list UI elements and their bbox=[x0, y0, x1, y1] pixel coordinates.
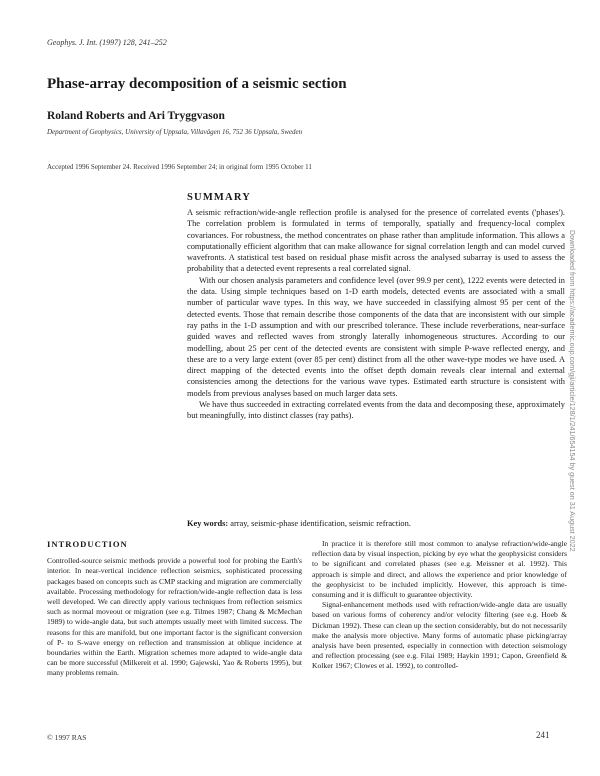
right-column bbox=[312, 539, 567, 672]
summary-paragraph: We have thus succeeded in extracting correlated events from the data and decomposing these, approximately but meaningfully, into distinct classes (ray paths). bbox=[187, 400, 565, 421]
summary-paragraph: With our chosen analysis parameters and confidence level (over 99.9 per cent), 1222 events were detected in the data. Using simple techniques based on 1-D earth models, detected events are associated with a small number of particular wave types. In this way, we have succeeded in classifying almost 95 per cent of the detected events. Those that remain describe those components of the data that are inconsistent with our simple ray paths in the 1-D assumption and with our prescribed tolerance. These include reverberations, near-surface guided waves and reflected waves from strongly laterally inhomogeneous structures. According to our modelling, about 25 per cent of the detected events are consistent with simple P-wave reflected energy, and these are to a very large extent (over 85 per cent) distinct from all the other wave-type modes we have used. A direct mapping of the detected events into the offset depth domain reveals clear internal and external consistencies among the detections for the various wave types. Estimated earth structure is consistent with models from previous analyses based on much larger data sets. bbox=[187, 275, 565, 398]
introduction-paragraph: Controlled-source seismic methods provide a powerful tool for probing the Earth's interior. In near-vertical incidence reflection seismics, sophisticated processing packages based on concepts such as CMP stacking and migration are commercially available. Processing methodology for refraction/wide-angle reflection data is less well developed. We can directly apply various techniques from reflection seismics such as normal moveout or migration (see e.g. Tilmes 1987; Chang & McMechan 1989) to wide-angle data, but such attempts usually meet with limited success. The reasons for this are manifold, but one important factor is the significant conversion of P- to S-wave energy on reflection and transmission at oblique incidence at boundaries within the Earth. Migration schemes more adapted to wide-angle data can be more successful (Milkereit et al. 1990; Gajewski, Yao & Roberts 1995), but many problems remain. bbox=[47, 556, 302, 678]
affiliation: Department of Geophysics, University of Uppsala, Villavägen 16, 752 36 Uppsala, Sweden bbox=[47, 128, 303, 136]
keywords bbox=[187, 519, 565, 528]
introduction-heading: INTRODUCTION bbox=[47, 539, 128, 549]
page-number: 241 bbox=[536, 730, 550, 740]
copyright-notice: © 1997 RAS bbox=[47, 733, 87, 742]
summary-paragraph: A seismic refraction/wide-angle reflection profile is analysed for the presence of correlated events ('phases'). The correlation problem is formulated in terms of temporally, spatially and frequency-local complex covariances. For robustness, the method concentrates on phase rather than amplitude information. This allows a computationally efficient algorithm that can make allowance for signal correlation length and can model curved wavefronts. A statistical test based on residual phase misfit across the analysed subarray is used to assess the probability that a detected event represents a real correlated signal. bbox=[187, 208, 565, 274]
article-title: Phase-array decomposition of a seismic section bbox=[47, 76, 347, 92]
summary-body bbox=[187, 207, 565, 422]
keywords-label: Key words: bbox=[187, 519, 229, 528]
body-paragraph: Signal-enhancement methods used with refraction/wide-angle data are usually based on various forms of coherency and/or velocity filtering (see e.g. Hoeb & Dickman 1992). These can clean up the section considerably, but do not necessarily make the analysis more objective. Many forms of automatic phase picking/array analysis have been presented, especially in connection with detection seismology and reflection processing (see e.g. Filai 1989; Haykin 1991; Capon, Greenfield & Kolker 1967; Clowes et al. 1992), to controlled- bbox=[312, 600, 567, 671]
download-watermark: Downloaded from https://academic.oup.com/gji/article/128/1/241/654154 by guest on 31 August 2022 bbox=[568, 230, 577, 552]
keywords-list: array, seismic-phase identification, seismic refraction. bbox=[230, 519, 411, 528]
summary-heading: SUMMARY bbox=[187, 192, 252, 203]
left-column bbox=[47, 539, 302, 679]
authors: Roland Roberts and Ari Tryggvason bbox=[47, 110, 225, 122]
body-paragraph: In practice it is therefore still most common to analyse refraction/wide-angle reflection data by visual inspection, picking by eye what the geophysicist considers to be significant and correlated phases (see e.g. Meissner et al. 1992). This approach is simple and direct, and allows the experience and prior knowledge of the geophysicist to be included implicitly. However, this approach is time-consuming and it is difficult to guarantee objectivity. bbox=[312, 539, 567, 600]
journal-reference: Geophys. J. Int. (1997) 128, 241–252 bbox=[47, 38, 167, 47]
received-accepted-dates: Accepted 1996 September 24. Received 1996 September 24; in original form 1995 October 11 bbox=[47, 163, 312, 171]
